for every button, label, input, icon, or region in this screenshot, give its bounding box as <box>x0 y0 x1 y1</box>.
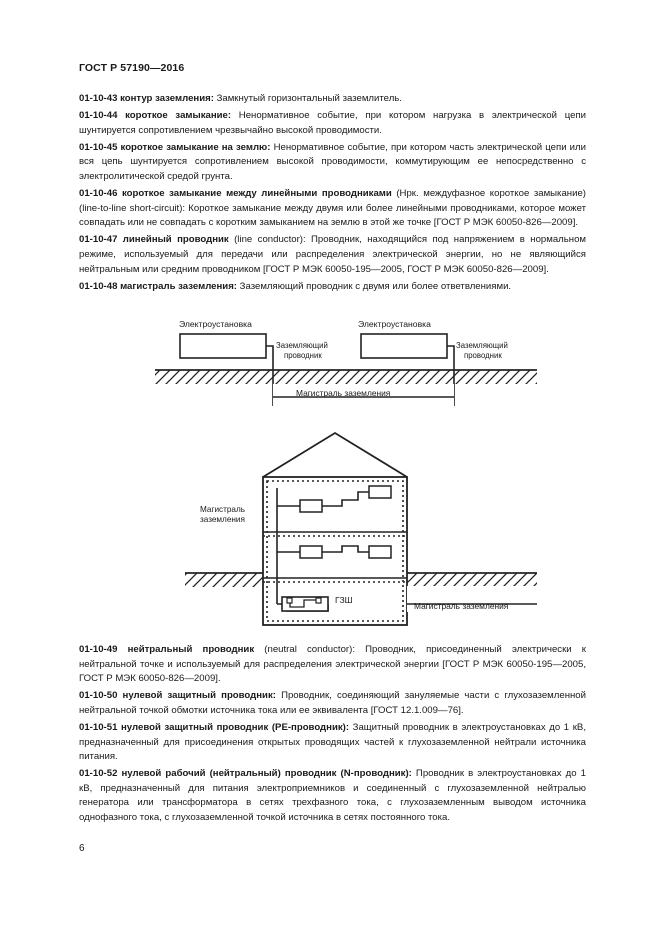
term-title: 01-10-49 нейтральный проводник <box>79 644 255 655</box>
terminal <box>316 598 321 603</box>
main-label: Магистраль заземления <box>414 601 509 611</box>
conductor-label: Заземляющий <box>456 341 508 350</box>
main-label: Магистраль заземления <box>296 388 391 398</box>
term-definition: (neutral conductor): Проводник, присоединенный электрически к нейтральной точке и используемый для распределения электрической энергии [ГОСТ Р МЭК 60050-195—2005, ГОСТ Р МЭК 60050-826—2009]. <box>79 644 587 685</box>
equipment-box <box>300 546 322 558</box>
main-label: заземления <box>200 515 245 524</box>
term-entry <box>79 767 586 825</box>
term-entry <box>79 643 586 687</box>
conductor-label: проводник <box>464 351 502 360</box>
term-title: 01-10-45 короткое замыкание на землю: <box>79 141 271 153</box>
term-definition: Защитный проводник в электроустановках до 1 кВ, предназначенный для присоединения открытых проводящих частей к глухозаземленной нейтрали источника питания. <box>79 721 586 763</box>
installation-box <box>180 334 266 358</box>
term-title: 01-10-52 нулевой рабочий (нейтральный) проводник (N-проводник): <box>79 768 412 780</box>
term-title: 01-10-50 нулевой защитный проводник: <box>79 690 276 702</box>
installation-label: Электроустановка <box>358 319 431 329</box>
equipment-box <box>300 500 322 512</box>
term-definition: (Нрк. междуфазное короткое замыкание) (line-to-line short-circuit): Короткое замыкание между двумя или более линейными проводниками, которое может совпадать или не совпадать с коротким замыканием на землю в этой же точке [ГОСТ Р МЭК 60050-826—2009]. <box>79 188 586 229</box>
term-definition: (line conductor): Проводник, находящийся под напряжением в нормальном режиме, используемый для передачи или распределения электрической энергии, но не являющийся нейтральным или средним проводником [ГОСТ Р МЭК 60050-195—2005, ГОСТ Р МЭК 60050-826—2009]. <box>79 234 587 275</box>
term-title: 01-10-48 магистраль заземления: <box>79 280 237 292</box>
term-title: 01-10-44 короткое замыкание: <box>79 110 232 122</box>
equipment-box <box>369 546 391 558</box>
house-grounding-diagram <box>185 433 537 625</box>
ground-hatch <box>155 370 537 384</box>
gzsh-label: ГЗШ <box>335 595 353 605</box>
term-definition: Проводник, соединяющий зануляемые части с глухозаземленной нейтральной точкой обмотки источника тока или ее эквивалента [ГОСТ 12.1.009—76]. <box>79 690 587 716</box>
term-definition: Замкнутый горизонтальный заземлитель. <box>213 93 402 104</box>
installation-box <box>361 334 447 358</box>
term-definition: Заземляющий проводник с двумя или более ответвлениями. <box>237 280 512 292</box>
term-title: 01-10-51 нулевой защитный проводник (PE-проводник): <box>79 721 350 733</box>
term-title: 01-10-43 контур заземления: <box>79 93 214 104</box>
building-roof <box>263 433 407 477</box>
page-header: ГОСТ Р 57190—2016 <box>79 62 185 74</box>
term-definition: Проводник в электроустановках до 1 кВ, предназначенный для питания электроприемников и соединенный с глухозаземленной нейтралью генератора или трансформатора в сетях трехфазного тока, с глухозаземленным выводом источника однофазного тока, с глухозаземленной точкой источника в сетях постоянного тока. <box>79 768 586 824</box>
terminal <box>287 598 292 603</box>
installation-label: Электроустановка <box>179 319 252 329</box>
term-title: 01-10-46 короткое замыкание между линейными проводниками <box>79 188 392 200</box>
page-number: 6 <box>79 843 85 854</box>
term-entry <box>79 689 586 718</box>
terms-bottom-block <box>79 643 586 828</box>
term-entry <box>79 721 586 765</box>
term-definition: Ненормативное событие, при котором часть электрической цепи или вся цепь шунтируется сопротивлением высокой проводимости, коммутирующим ее непосредственно с электролитической средой грунта. <box>79 141 586 182</box>
grounding-main-diagram <box>155 319 537 406</box>
term-title: 01-10-47 линейный проводник <box>79 234 229 246</box>
equipment-box <box>369 486 391 498</box>
conductor-label: проводник <box>284 351 322 360</box>
term-definition: Ненормативное событие, при котором нагрузка в электрической цепи шунтируется сопротивлением чрезвычайно высокой проводимости. <box>79 110 586 136</box>
conductor-label: Заземляющий <box>276 341 328 350</box>
main-label: Магистраль <box>200 505 246 514</box>
